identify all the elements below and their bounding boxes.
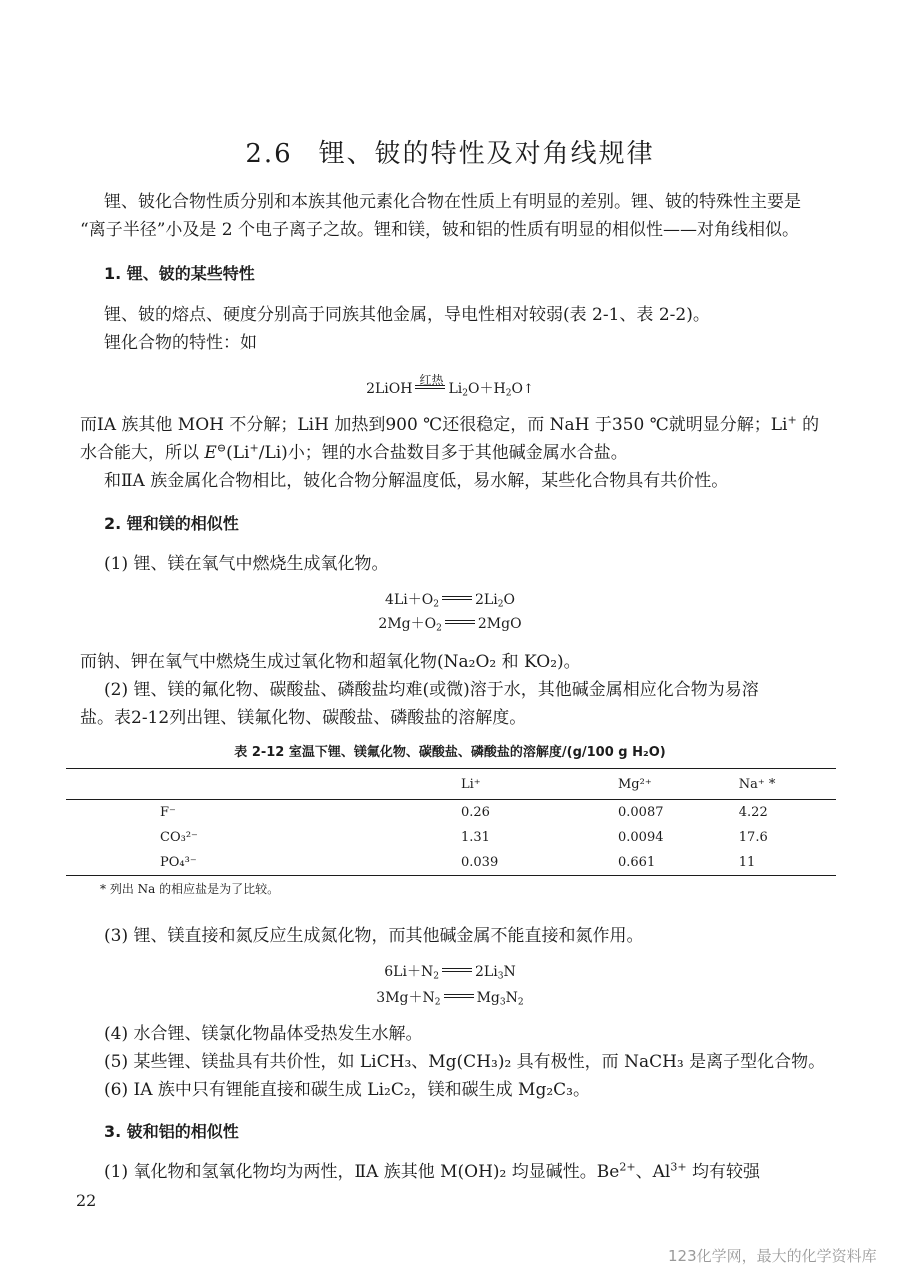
equation-li-oxidation: $4Li+O_2$ $2Li_2O$ [385,592,515,610]
s2-paragraph-3a: (2) 锂、镁的氟化物、碳酸盐、磷酸盐均难(或微)溶于水，其他碱金属相应化合物为易溶 [104,680,759,700]
column-header-na: Na⁺ * [738,776,776,792]
s2-paragraph-4: (3) 锂、镁直接和氮反应生成氮化物，而其他碱金属不能直接和氮作用。 [104,926,644,946]
s2-paragraph-6: (5) 某些锂、镁盐具有共价性，如 LiCH₃、Mg(CH₃)₂ 具有极性，而 NaCH₃ 是离子型化合物。 [104,1052,826,1072]
section-title-text: 锂、铍的特性及对角线规律 [318,139,655,169]
table-header-row [66,769,836,800]
cell-li: 0.039 [461,855,499,870]
column-header-li: Li⁺ [461,776,481,792]
table-footnote: * 列出 Na 的相应盐是为了比较。 [100,882,280,896]
equation-lioh-decomposition: 2LiOH 红热 $Li_2O+H_2O↑$ [0,377,900,402]
row-ion: PO₄³⁻ [160,855,197,870]
s2-paragraph-1: (1) 锂、镁在氧气中燃烧生成氧化物。 [104,554,389,574]
heading-3: 3. 铍和铝的相似性 [104,1122,239,1141]
row-ion: CO₃²⁻ [160,830,198,845]
s3-paragraph-1: (1) 氧化物和氢氧化物均为两性，ⅡA 族其他 M(OH)₂ 均显碱性。$Be^{2+}$、$Al^{3+}$ 均有较强 [104,1160,761,1182]
equation-li-nitridation: $6Li+N_2$ $2Li_3N$ [384,964,516,982]
cell-mg: 0.0087 [618,805,664,820]
cell-li: 1.31 [461,830,490,845]
s1-paragraph-1: 锂、铍的熔点、硬度分别高于同族其他金属，导电性相对较弱(表 2-1、表 2-2)。 [104,305,710,325]
solubility-table [66,768,836,876]
cell-li: 0.26 [461,805,490,820]
s2-paragraph-5: (4) 水合锂、镁氯化物晶体受热发生水解。 [104,1024,423,1044]
column-header-ion [66,769,311,800]
s1-paragraph-2: 锂化合物的特性：如 [104,333,257,353]
table-row [66,800,836,826]
s2-paragraph-2: 而钠、钾在氧气中燃烧生成过氧化物和超氧化物(Na₂O₂ 和 KO₂)。 [80,652,581,672]
page-number: 22 [76,1191,97,1210]
section-number: 2.6 [245,139,293,169]
watermark: 123化学网，最大的化学资料库 [668,1247,877,1265]
cell-mg: 0.0094 [618,830,664,845]
section-title [0,133,900,170]
column-header-mg: Mg²⁺ [618,776,652,792]
heading-1: 1. 锂、铍的某些特性 [104,264,255,283]
s2-paragraph-7: (6) ⅠA 族中只有锂能直接和碳生成 Li₂C₂，镁和碳生成 Mg₂C₃。 [104,1080,590,1100]
intro-line-2: “离子半径”小及是 2 个电子离子之故。锂和镁，铍和铝的性质有明显的相似性——对角线相似。 [80,220,800,240]
equation-mg-oxidation: $2Mg+O_2$ 2MgO [378,616,522,634]
heading-2: 2. 锂和镁的相似性 [104,514,239,533]
intro-line-1: 锂、铍化合物性质分别和本族其他元素化合物在性质上有明显的差别。锂、铍的特殊性主要是 [104,192,801,212]
reaction-equals-sign [415,373,445,389]
cell-na: 11 [738,855,756,870]
table-row [66,825,836,850]
reaction-condition: 红热 [419,373,444,387]
cell-mg: 0.661 [618,855,656,870]
s1-paragraph-3a: 而ⅠA 族其他 MOH 不分解；LiH 加热到900 ℃还很稳定，而 NaH 于350 ℃就明显分解；Li+ 的 [80,413,820,435]
s1-paragraph-3b: 水合能大，所以 E⊖(Li+/Li)小；锂的水合盐数目多于其他碱金属水合盐。 [80,441,628,463]
table-row [66,850,836,876]
cell-na: 4.22 [738,805,768,820]
s2-paragraph-3b: 盐。表2-12列出锂、镁氟化物、碳酸盐、磷酸盐的溶解度。 [80,708,527,728]
row-ion: F⁻ [160,805,176,820]
gas-arrow-icon: ↑ [523,382,534,397]
cell-na: 17.6 [738,830,768,845]
table-caption: 表 2-12 室温下锂、镁氟化物、碳酸盐、磷酸盐的溶解度/(g/100 g H₂O) [234,745,666,760]
equation-mg-nitridation: $3Mg+N_2$ $Mg_3N_2$ [376,990,524,1008]
s1-paragraph-4: 和ⅡA 族金属化合物相比，铍化合物分解温度低，易水解，某些化合物具有共价性。 [104,471,729,491]
